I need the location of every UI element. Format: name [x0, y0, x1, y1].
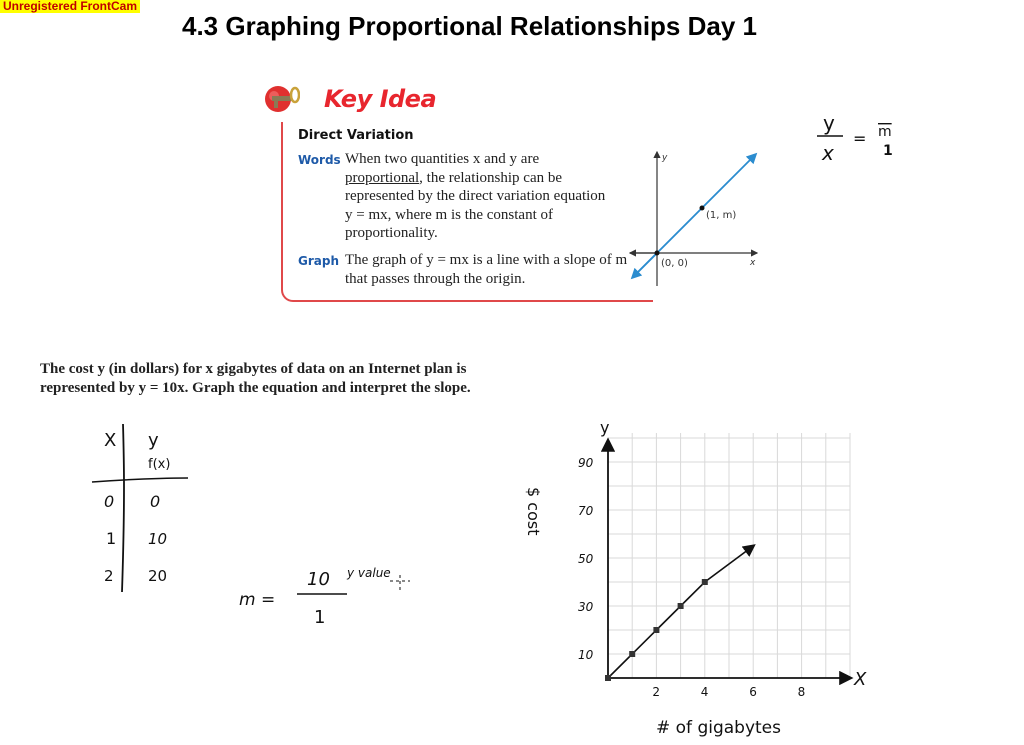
- problem-line-2: represented by y = 10x. Graph the equation and interpret the slope.: [40, 380, 471, 396]
- ratio-denominator: x: [822, 141, 834, 165]
- chart-ylabel: [520, 455, 560, 605]
- key-idea-heading: Key Idea: [324, 85, 437, 113]
- problem-line-1: The cost y (in dollars) for x gigabytes of data on an Internet plan is: [40, 361, 467, 377]
- chart-x-tick: 2: [652, 685, 661, 699]
- chart-x-ticks: [652, 685, 805, 699]
- chart-point: [702, 579, 708, 585]
- chart-point: [629, 651, 635, 657]
- slope-note: [235, 555, 435, 635]
- table-x-header: X: [104, 430, 117, 451]
- chart-x-tick: 4: [700, 685, 709, 699]
- slope-numerator: 10: [307, 569, 330, 590]
- chart-x-tick: 6: [749, 685, 757, 699]
- ratio-equals: =: [853, 129, 867, 148]
- table-row-0-y: 0: [150, 492, 161, 511]
- chart-y-tick: 50: [578, 552, 594, 566]
- chart-y-tick: 70: [578, 504, 594, 518]
- ratio-rhs-denominator: 1: [883, 143, 893, 159]
- ref-y-label: y: [662, 153, 668, 163]
- words-text-proportional: proportional: [345, 169, 420, 186]
- table-y-header: y: [148, 430, 159, 451]
- table-row-2-x: 2: [104, 567, 114, 585]
- page-title: 4.3 Graphing Proportional Relationships Day 1: [182, 11, 757, 41]
- table-row-0-x: 0: [104, 492, 115, 511]
- xy-table: [90, 420, 200, 600]
- graph-text: The graph of y = mx is a line with a slope of m that passes through the origin.: [345, 252, 628, 287]
- graph-label: Graph: [298, 254, 339, 268]
- cost-chart: [560, 415, 880, 745]
- words-label: Words: [298, 153, 341, 167]
- chart-point: [678, 603, 684, 609]
- chart-ylabel-text: $ cost: [524, 487, 543, 536]
- ref-x-label: x: [750, 258, 756, 268]
- chart-y-ticks: [578, 456, 594, 662]
- table-row-1-y: 10: [148, 530, 168, 548]
- chart-y-tick: 30: [578, 600, 594, 614]
- slope-m-label: m =: [239, 590, 276, 610]
- reference-graph: [620, 140, 770, 290]
- watermark-label: Unregistered FrontCam: [0, 0, 140, 13]
- chart-y-axis-letter: y: [600, 418, 610, 437]
- table-y-subheader: f(x): [148, 457, 171, 472]
- chart-point: [653, 627, 659, 633]
- table-row-2-y: 20: [148, 567, 168, 585]
- words-text-part-1: When two quantities x and y are: [345, 151, 540, 167]
- handwritten-ratio: [815, 108, 905, 168]
- words-text: [345, 150, 615, 243]
- key-idea-box-title: Direct Variation: [298, 128, 414, 143]
- words-text-part-3: , the relationship can be represented by the direct variation equation y = mx, where m is the constant of proportionality.: [345, 169, 606, 241]
- key-icon: [264, 85, 300, 113]
- chart-y-tick: 90: [578, 456, 594, 470]
- chart-point: [605, 675, 611, 681]
- problem-statement: [40, 360, 520, 398]
- chart-x-axis-letter: X: [854, 669, 867, 690]
- slope-annotation: y value: [347, 566, 391, 580]
- table-row-1-x: 1: [106, 529, 117, 548]
- chart-y-tick: 10: [578, 648, 594, 662]
- ref-origin-label: (0, 0): [661, 258, 688, 269]
- ratio-numerator: y: [823, 111, 835, 135]
- ratio-rhs-numerator: m: [878, 124, 892, 140]
- chart-x-tick: 8: [797, 685, 806, 699]
- ref-point-1-label: (1, m): [706, 210, 737, 221]
- slope-denominator: 1: [314, 607, 326, 628]
- chart-xlabel: # of gigabytes: [656, 718, 781, 738]
